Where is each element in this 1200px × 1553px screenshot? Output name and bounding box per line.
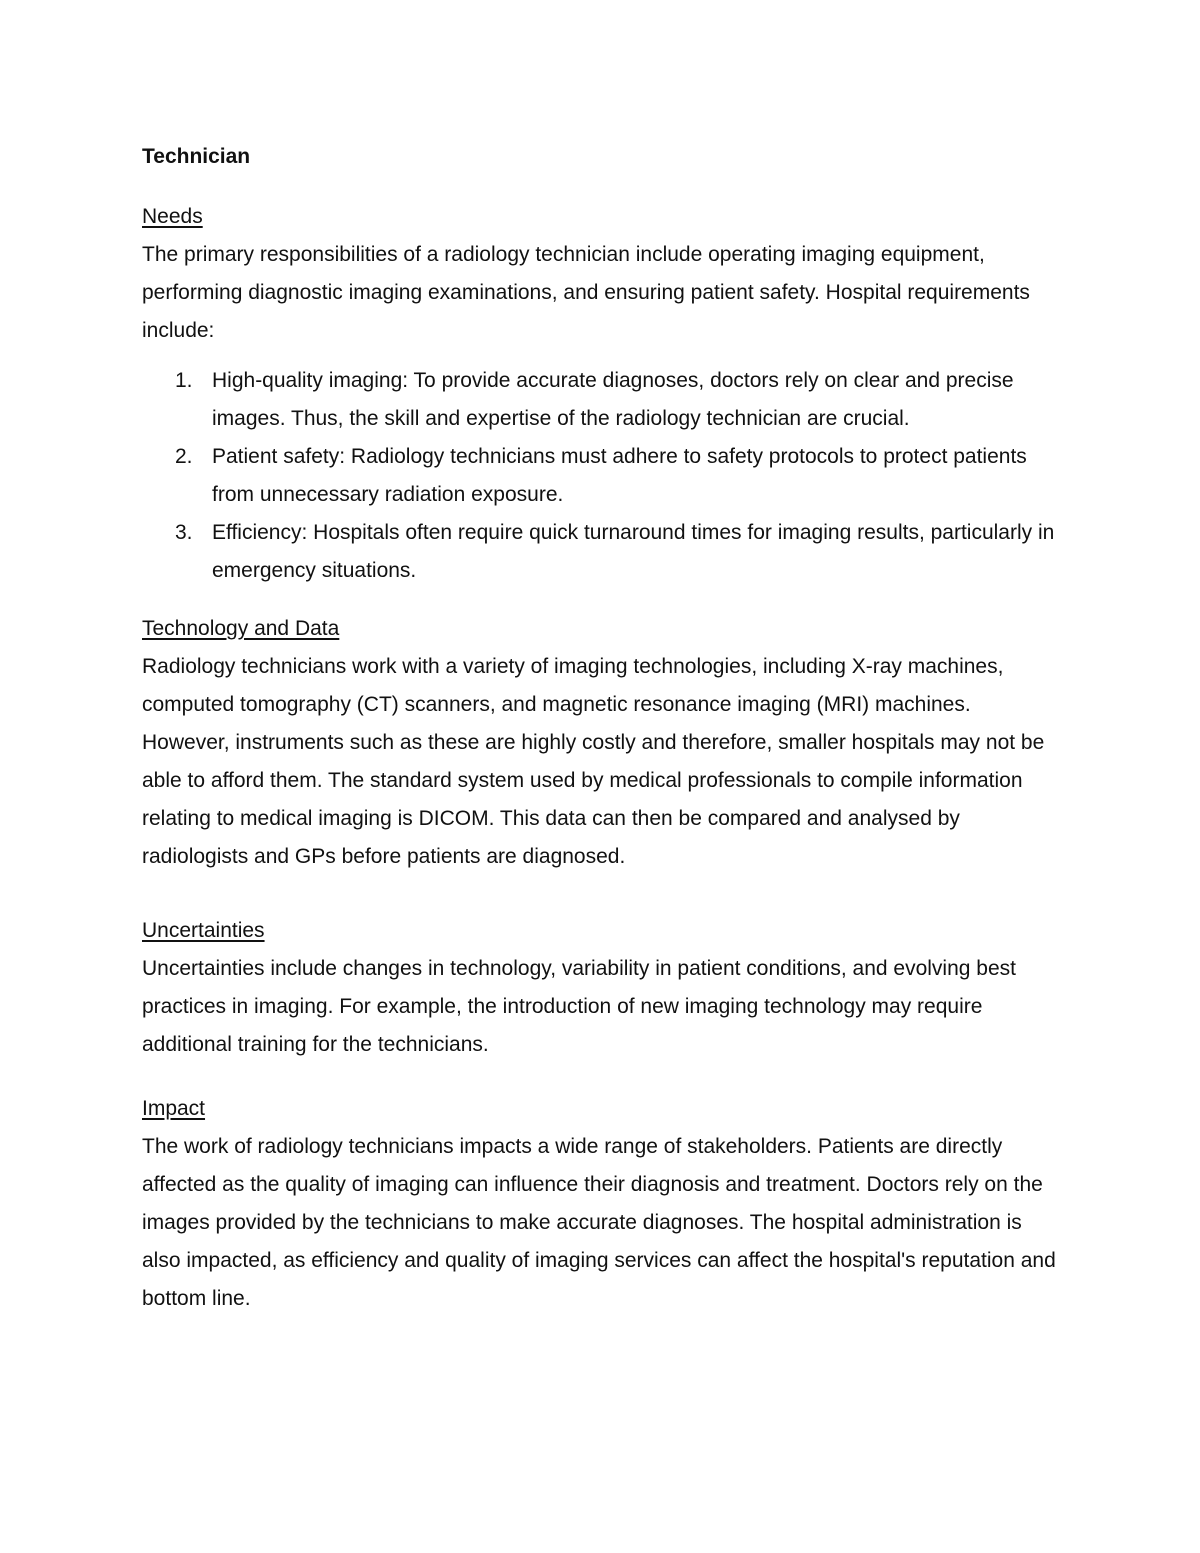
- impact-body: The work of radiology technicians impacts a wide range of stakeholders. Patients are directly affected as the quality of imaging can influence their diagnosis and treatment. Doctors rely on the images provided by the technicians to make accurate diagnoses. The hospital administration is also impacted, as efficiency and quality of imaging services can affect the hospital's reputation and bottom line.: [142, 1135, 1056, 1310]
- document-title: Technician: [142, 145, 251, 168]
- list-item: [142, 362, 1062, 438]
- list-item-number: 3.: [175, 521, 193, 544]
- document-page: [142, 142, 1062, 1318]
- impact-section: [142, 1090, 1062, 1318]
- requirements-list: [142, 362, 1062, 590]
- spacer: [142, 876, 1062, 912]
- list-item-text: Patient safety: Radiology technicians must adhere to safety protocols to protect patients from unnecessary radiation exposure.: [212, 445, 1027, 506]
- spacer: [142, 590, 1062, 610]
- uncertainties-section: [142, 912, 1062, 1064]
- list-item-number: 1.: [175, 369, 193, 392]
- uncertainties-heading: Uncertainties: [142, 919, 265, 942]
- spacer: [142, 1064, 1062, 1090]
- needs-section: [142, 198, 1062, 590]
- technology-heading: Technology and Data: [142, 617, 340, 640]
- impact-heading: Impact: [142, 1097, 206, 1120]
- list-item: [142, 438, 1062, 514]
- uncertainties-body: Uncertainties include changes in technology, variability in patient conditions, and evolving best practices in imaging. For example, the introduction of new imaging technology may require additional training for the technicians.: [142, 957, 1016, 1056]
- list-item-number: 2.: [175, 445, 193, 468]
- technology-section: [142, 610, 1062, 876]
- list-item: [142, 514, 1062, 590]
- list-item-text: High-quality imaging: To provide accurate diagnoses, doctors rely on clear and precise images. Thus, the skill and expertise of the radiology technician are crucial.: [212, 369, 1014, 430]
- needs-intro: The primary responsibilities of a radiology technician include operating imaging equipment, performing diagnostic imaging examinations, and ensuring patient safety. Hospital requirements include:: [142, 243, 1030, 342]
- list-item-text: Efficiency: Hospitals often require quick turnaround times for imaging results, particularly in emergency situations.: [212, 521, 1055, 582]
- technology-body: Radiology technicians work with a variety of imaging technologies, including X-ray machines, computed tomography (CT) scanners, and magnetic resonance imaging (MRI) machines. However, instruments such as these are highly costly and therefore, smaller hospitals may not be able to afford them. The standard system used by medical professionals to compile information relating to medical imaging is DICOM. This data can then be compared and analysed by radiologists and GPs before patients are diagnosed.: [142, 655, 1045, 868]
- needs-heading: Needs: [142, 205, 203, 228]
